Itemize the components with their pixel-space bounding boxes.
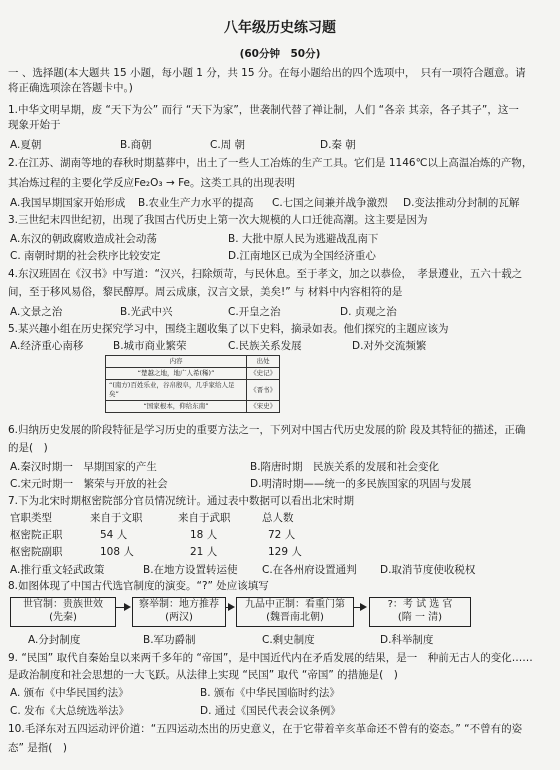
table-cell: 108 人 bbox=[100, 546, 134, 558]
option-3d: D.江南地区已成为全国经济重心 bbox=[228, 250, 376, 262]
option-2b: B.农业生产力水平的提高 bbox=[138, 197, 254, 209]
question-1: 1.中华文明早期，废 “天下为公” 而行 “天下为家”，世袭制代替了禅让制，人们 “各亲 其亲，各子其子”，这一 bbox=[8, 104, 519, 116]
flow-box-era: (先秦) bbox=[49, 612, 77, 623]
arrow-right-icon bbox=[124, 603, 131, 611]
option-3b: B. 大批中原人民为逃避战乱南下 bbox=[228, 233, 379, 245]
option-8b: B.军功爵制 bbox=[143, 634, 196, 646]
option-2d: D.变法推动分封制的瓦解 bbox=[403, 197, 520, 209]
option-1b: B.商朝 bbox=[120, 139, 152, 151]
question-4-cont: 间，至于移风易俗，黎民醇厚。周云成康，汉言文景，美矣!” 与 材料中内容相符的是 bbox=[8, 286, 403, 298]
flow-box-era: (两汉) bbox=[165, 612, 193, 623]
option-9a: A. 颁布《中华民国约法》 bbox=[10, 687, 129, 699]
option-5d: D.对外交流频繁 bbox=[352, 340, 427, 352]
flow-box-title: 世官制：贵族世效 bbox=[23, 599, 103, 610]
option-1a: A.夏朝 bbox=[10, 139, 42, 151]
option-3a: A.东汉的朝政腐败造成社会动荡 bbox=[10, 233, 157, 245]
table-cell: 枢密院正职 bbox=[10, 529, 63, 541]
option-7a: A.推行重文轻武政策 bbox=[10, 564, 105, 576]
table-header: 总人数 bbox=[262, 512, 294, 524]
flow-box-title: ?：考 试 选 官 bbox=[387, 599, 453, 610]
option-4b: B.光武中兴 bbox=[120, 306, 173, 318]
option-3c: C. 南朝时期的社会秩序比较安定 bbox=[10, 250, 161, 262]
question-5: 5.某兴趣小组在历史探究学习中，围绕主题收集了以下史料，摘录如表。他们探究的主题应该为 bbox=[8, 323, 449, 335]
table-cell: 《宋史》 bbox=[247, 401, 280, 413]
question-3: 3.三世纪末四世纪初，出现了我国古代历史上第一次大规模的人口迁徙高潮。这主要是因为 bbox=[8, 214, 428, 226]
table-cell: 枢密院副职 bbox=[10, 546, 63, 558]
table-cell: 129 人 bbox=[268, 546, 302, 558]
flow-box-unknown bbox=[369, 597, 471, 627]
arrow-right-icon bbox=[228, 603, 235, 611]
table-header: 内容 bbox=[106, 356, 247, 368]
flow-box-shiguan bbox=[10, 597, 116, 627]
question-2: 2.在江苏、湖南等地的春秋时期墓葬中，出土了一些人工冶炼的生产工具。它们是 1146℃以上高温冶炼的产物， bbox=[8, 157, 533, 169]
section-heading-cont: 将正确选项涂在答题卡中。) bbox=[8, 82, 133, 94]
table-cell: 72 人 bbox=[268, 529, 296, 541]
table-cell: “(南方)百姓乐业，谷帛殷阜，几乎家给人足矣” bbox=[106, 380, 247, 401]
exam-duration-score: (60分钟 50分) bbox=[239, 48, 321, 60]
option-6d: D.明清时期——统一的多民族国家的巩固与发展 bbox=[250, 478, 472, 490]
option-1c: C.周 朝 bbox=[210, 139, 246, 151]
question-9-cont: 是政治制度和社会思想的一大飞跃。从法律上实现 “民国” 取代 “帝国” 的措施是( ) bbox=[8, 669, 398, 681]
option-2a: A.我国早期国家开始形成 bbox=[10, 197, 126, 209]
table-row bbox=[106, 401, 280, 413]
option-4d: D. 贞观之治 bbox=[340, 306, 397, 318]
flow-box-title: 察举制：地方推荐 bbox=[139, 599, 219, 610]
arrow-right-icon bbox=[360, 603, 367, 611]
flow-box-era: (隋 一 清) bbox=[397, 612, 443, 623]
option-9d: D. 通过《国民代表会议条例》 bbox=[200, 705, 341, 717]
option-5c: C.民族关系发展 bbox=[228, 340, 302, 352]
table-header: 出处 bbox=[247, 356, 280, 368]
option-8d: D.科举制度 bbox=[380, 634, 434, 646]
question-1-cont: 现象开始于 bbox=[8, 119, 61, 131]
flow-box-chaju bbox=[132, 597, 226, 627]
option-8c: C.剩史制度 bbox=[262, 634, 315, 646]
option-5b: B.城市商业繁荣 bbox=[113, 340, 187, 352]
option-2c: C.七国之间兼并战争激烈 bbox=[272, 197, 388, 209]
question-10: 10.毛泽东对五四运动评价道：“五四运动杰出的历史意义，在于它带着辛亥革命还不曾有的姿态。” “不曾有的姿 bbox=[8, 723, 523, 735]
question-4: 4.东汉班固在《汉书》中写道：“汉兴，扫除烦苛，与民休息。至于孝文，加之以恭俭， 孝景遵业，五六十载之 bbox=[8, 268, 523, 280]
option-6a: A.秦汉时期一 早期国家的产生 bbox=[10, 461, 157, 473]
option-9b: B. 颁布《中华民国临时约法》 bbox=[200, 687, 340, 699]
table-header: 官职类型 bbox=[10, 512, 52, 524]
table-cell: 《晋书》 bbox=[247, 380, 280, 401]
option-5a: A.经济重心南移 bbox=[10, 340, 84, 352]
table-cell: 《史记》 bbox=[247, 368, 280, 380]
table-cell: 21 人 bbox=[190, 546, 218, 558]
option-4a: A.文景之治 bbox=[10, 306, 63, 318]
option-9c: C. 发布《大总统选举法》 bbox=[10, 705, 130, 717]
table-cell: “国家根本，仰给东南” bbox=[106, 401, 247, 413]
option-6c: C.宋元时期一 繁荣与开放的社会 bbox=[10, 478, 168, 490]
page-title: 八年级历史练习题 bbox=[224, 20, 336, 36]
flow-box-era: (魏晋南北朝) bbox=[266, 612, 324, 623]
question-9: 9. “民国” 取代自秦始皇以来两千多年的 “帝国”，是中国近代内在矛盾发展的结果，是一 种前无古人的变化…… bbox=[8, 652, 533, 664]
table-header: 来自于武职 bbox=[178, 512, 231, 524]
option-7c: C.在各州府设置通判 bbox=[262, 564, 357, 576]
table-row bbox=[106, 368, 280, 380]
flow-box-title: 九品中正制：看重门第 bbox=[245, 599, 345, 610]
option-1d: D.秦 朝 bbox=[320, 139, 356, 151]
table-cell: 54 人 bbox=[100, 529, 128, 541]
table-header: 来自于文职 bbox=[90, 512, 143, 524]
table-row bbox=[106, 380, 280, 401]
section-heading: 一 、选择题(本大题共 15 小题，每小题 1 分，共 15 分。在每小题给出的四个选项中， 只有一项符合题意。请 bbox=[8, 67, 526, 79]
question-7: 7.下为北宋时期枢密院部分官员情况统计。通过表中数据可以看出北宋时期 bbox=[8, 495, 355, 507]
question-6: 6.归纳历史发展的阶段特征是学习历史的重要方法之一，下列对中国古代历史发展的阶 段及其特征的描述，正确 bbox=[8, 424, 526, 436]
question-10-cont: 态” 是指( ) bbox=[8, 742, 67, 754]
question-2-cont: 其冶炼过程的主要化学反应Fe₂O₃ → Fe。这类工具的出现表明 bbox=[8, 177, 296, 189]
option-6b: B.隋唐时期 民族关系的发展和社会变化 bbox=[250, 461, 440, 473]
flow-box-jiupin bbox=[236, 597, 354, 627]
table-cell: “楚越之地，地广人希(稀)” bbox=[106, 368, 247, 380]
question-6-cont: 的是( ) bbox=[8, 442, 48, 454]
question-8: 8.如图体现了中国古代选官制度的演变。“?” 处应该填写 bbox=[8, 580, 269, 592]
source-table bbox=[105, 355, 280, 413]
option-7b: B.在地方设置转运使 bbox=[143, 564, 238, 576]
table-cell: 18 人 bbox=[190, 529, 218, 541]
option-7d: D.取消节度使收税权 bbox=[380, 564, 476, 576]
option-4c: C.开皇之治 bbox=[228, 306, 281, 318]
option-8a: A.分封制度 bbox=[28, 634, 81, 646]
